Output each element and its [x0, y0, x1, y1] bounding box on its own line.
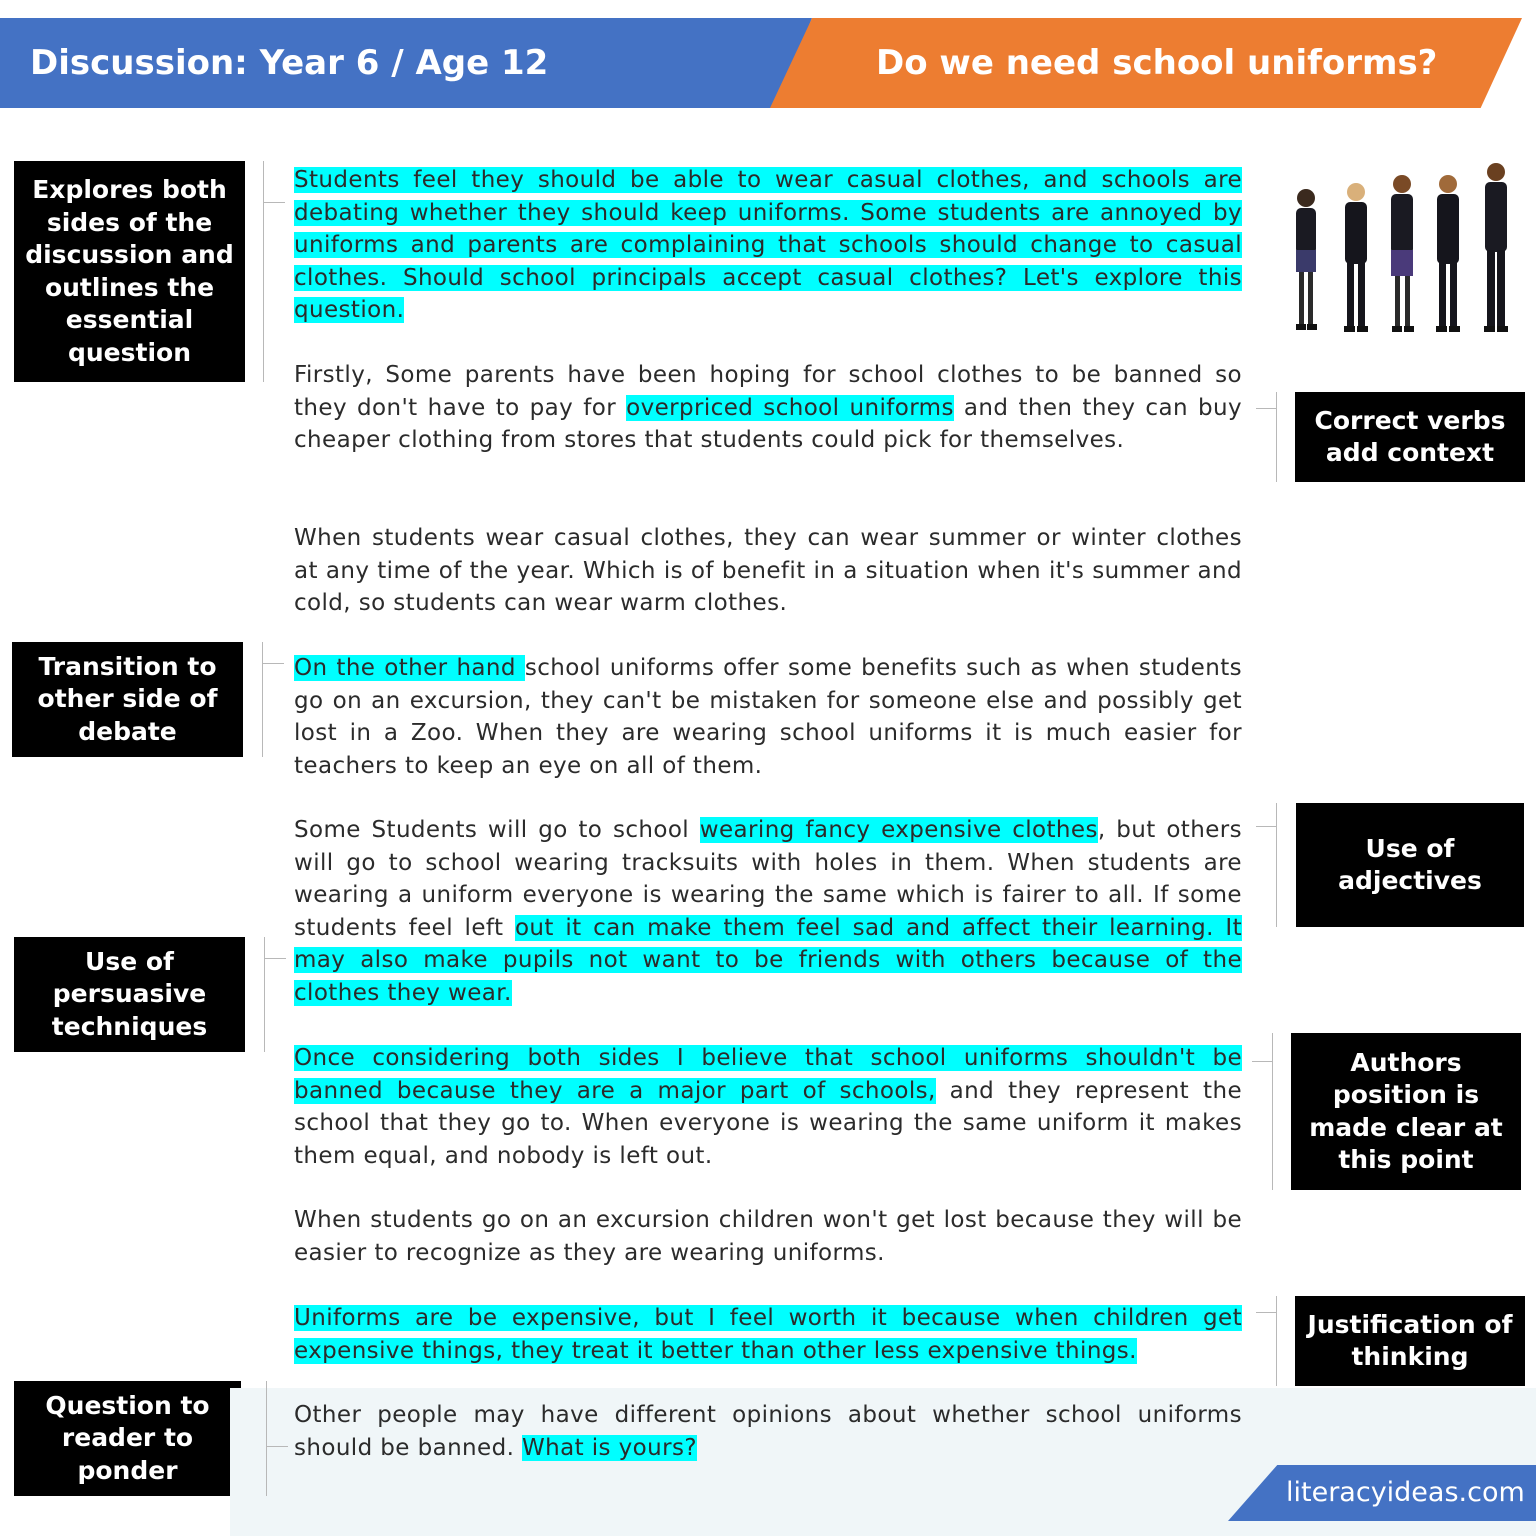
highlight-what-is-yours: What is yours?	[522, 1434, 697, 1461]
paragraph-conclusion	[294, 1399, 1242, 1464]
label-correct-verbs: Correct verbs add context	[1295, 392, 1525, 482]
label-explores-both-sides: Explores both sides of the discussion and outlines the essential question	[14, 161, 245, 382]
paragraph-firstly	[294, 359, 1242, 457]
tick-adjectives	[1256, 826, 1276, 827]
highlight-overpriced: overpriced school uniforms	[626, 394, 954, 421]
label-persuasive-techniques: Use of persuasive techniques	[14, 937, 245, 1052]
highlight-left-out: out it can make them feel sad and affect their learning. It may also make pupils not want to be friends with others because of the clothes they wear.	[294, 914, 1242, 1006]
label-use-of-adjectives: Use of adjectives	[1296, 803, 1524, 927]
paragraph-fancy-clothes	[294, 814, 1242, 1009]
paragraph-casual-clothes: When students wear casual clothes, they can wear summer or winter clothes at any time of the year. Which is of benefit in a situation when it's summer and cold, so students can wear warm clothes.	[294, 525, 1242, 616]
page-category-title: Discussion: Year 6 / Age 12	[30, 43, 549, 83]
tick-transition	[262, 663, 284, 664]
paragraph-position-text: and they represent the school that they go to. When everyone is wearing the same uniform it makes them equal, and nobody is left out.	[294, 1077, 1242, 1169]
bracket-explores	[263, 161, 264, 382]
students-in-uniform-illustration	[1278, 158, 1526, 342]
paragraph-firstly-text-1: Firstly, Some parents have been hoping for school clothes to be banned so they don't have to pay for	[294, 362, 1242, 421]
paragraph-other-hand	[294, 652, 1242, 782]
paragraph-excursion: When students go on an excursion children won't get lost because they will be easier to recognize as they are wearing uniforms.	[294, 1207, 1242, 1266]
paragraph-other-hand-text: school uniforms offer some benefits such as when students go on an excursion, they can't be mistaken for someone else and possibly get lost in a Zoo. When they are wearing school uniforms it is much easier for teachers to keep an eye on all of them.	[294, 655, 1242, 779]
student-figure-5	[1484, 163, 1508, 332]
paragraph-conclusion-text: Other people may have different opinions about whether school uniforms should be banned.	[294, 1402, 1242, 1461]
bracket-adjectives	[1262, 803, 1277, 927]
bracket-verbs	[1262, 392, 1277, 482]
student-figure-4	[1436, 175, 1460, 332]
tick-question	[266, 1446, 288, 1447]
highlight-position: Once considering both sides I believe that school uniforms shouldn't be banned because they are a major part of schools,	[294, 1045, 1242, 1104]
tick-verbs	[1256, 408, 1276, 409]
tick-persuasive	[264, 958, 286, 959]
highlight-justification: Uniforms are be expensive, but I feel worth it because when children get expensive things, they treat it better than other less expensive things.	[294, 1305, 1242, 1364]
paragraph-fancy-text-2: , but others will go to school wearing tracksuits with holes in them. When students are wearing a uniform everyone is wearing the same which is fairer to all. If some students feel left	[294, 817, 1242, 941]
paragraph-fancy-text-1: Some Students will go to school	[294, 817, 700, 843]
bracket-position	[1258, 1033, 1273, 1190]
bracket-question	[266, 1381, 267, 1496]
tick-explores	[263, 202, 285, 203]
tick-position	[1252, 1061, 1272, 1062]
student-figure-3	[1391, 175, 1414, 332]
label-transition: Transition to other side of debate	[12, 642, 243, 757]
site-link[interactable]: literacyideas.com	[1286, 1477, 1525, 1508]
label-authors-position: Authors position is made clear at this point	[1291, 1033, 1521, 1190]
label-justification: Justification of thinking	[1295, 1296, 1525, 1386]
header-banner	[0, 18, 1536, 108]
student-figure-2	[1344, 183, 1368, 332]
paragraph-justification	[294, 1302, 1242, 1367]
paragraph-introduction	[294, 164, 1242, 327]
student-figure-1	[1296, 189, 1317, 330]
bracket-persuasive	[264, 937, 265, 1052]
highlight-introduction: Students feel they should be able to wear casual clothes, and schools are debating whether they should keep uniforms. Some students are annoyed by uniforms and parents are complaining that schools should change to casual clothes. Should school principals accept casual clothes? Let's explore this question.	[294, 167, 1242, 323]
bracket-justification	[1262, 1296, 1277, 1386]
highlight-on-the-other-hand: On the other hand	[294, 655, 525, 681]
label-question-to-reader: Question to reader to ponder	[14, 1381, 241, 1496]
paragraph-firstly-text-2: and then they can buy cheaper clothing from stores that students could pick for themselves.	[294, 394, 1242, 453]
highlight-fancy-expensive: wearing fancy expensive clothes	[699, 817, 1098, 843]
page-title: Do we need school uniforms?	[876, 43, 1438, 83]
paragraph-position	[294, 1042, 1242, 1172]
bracket-transition	[262, 642, 263, 757]
tick-justification	[1256, 1312, 1276, 1313]
